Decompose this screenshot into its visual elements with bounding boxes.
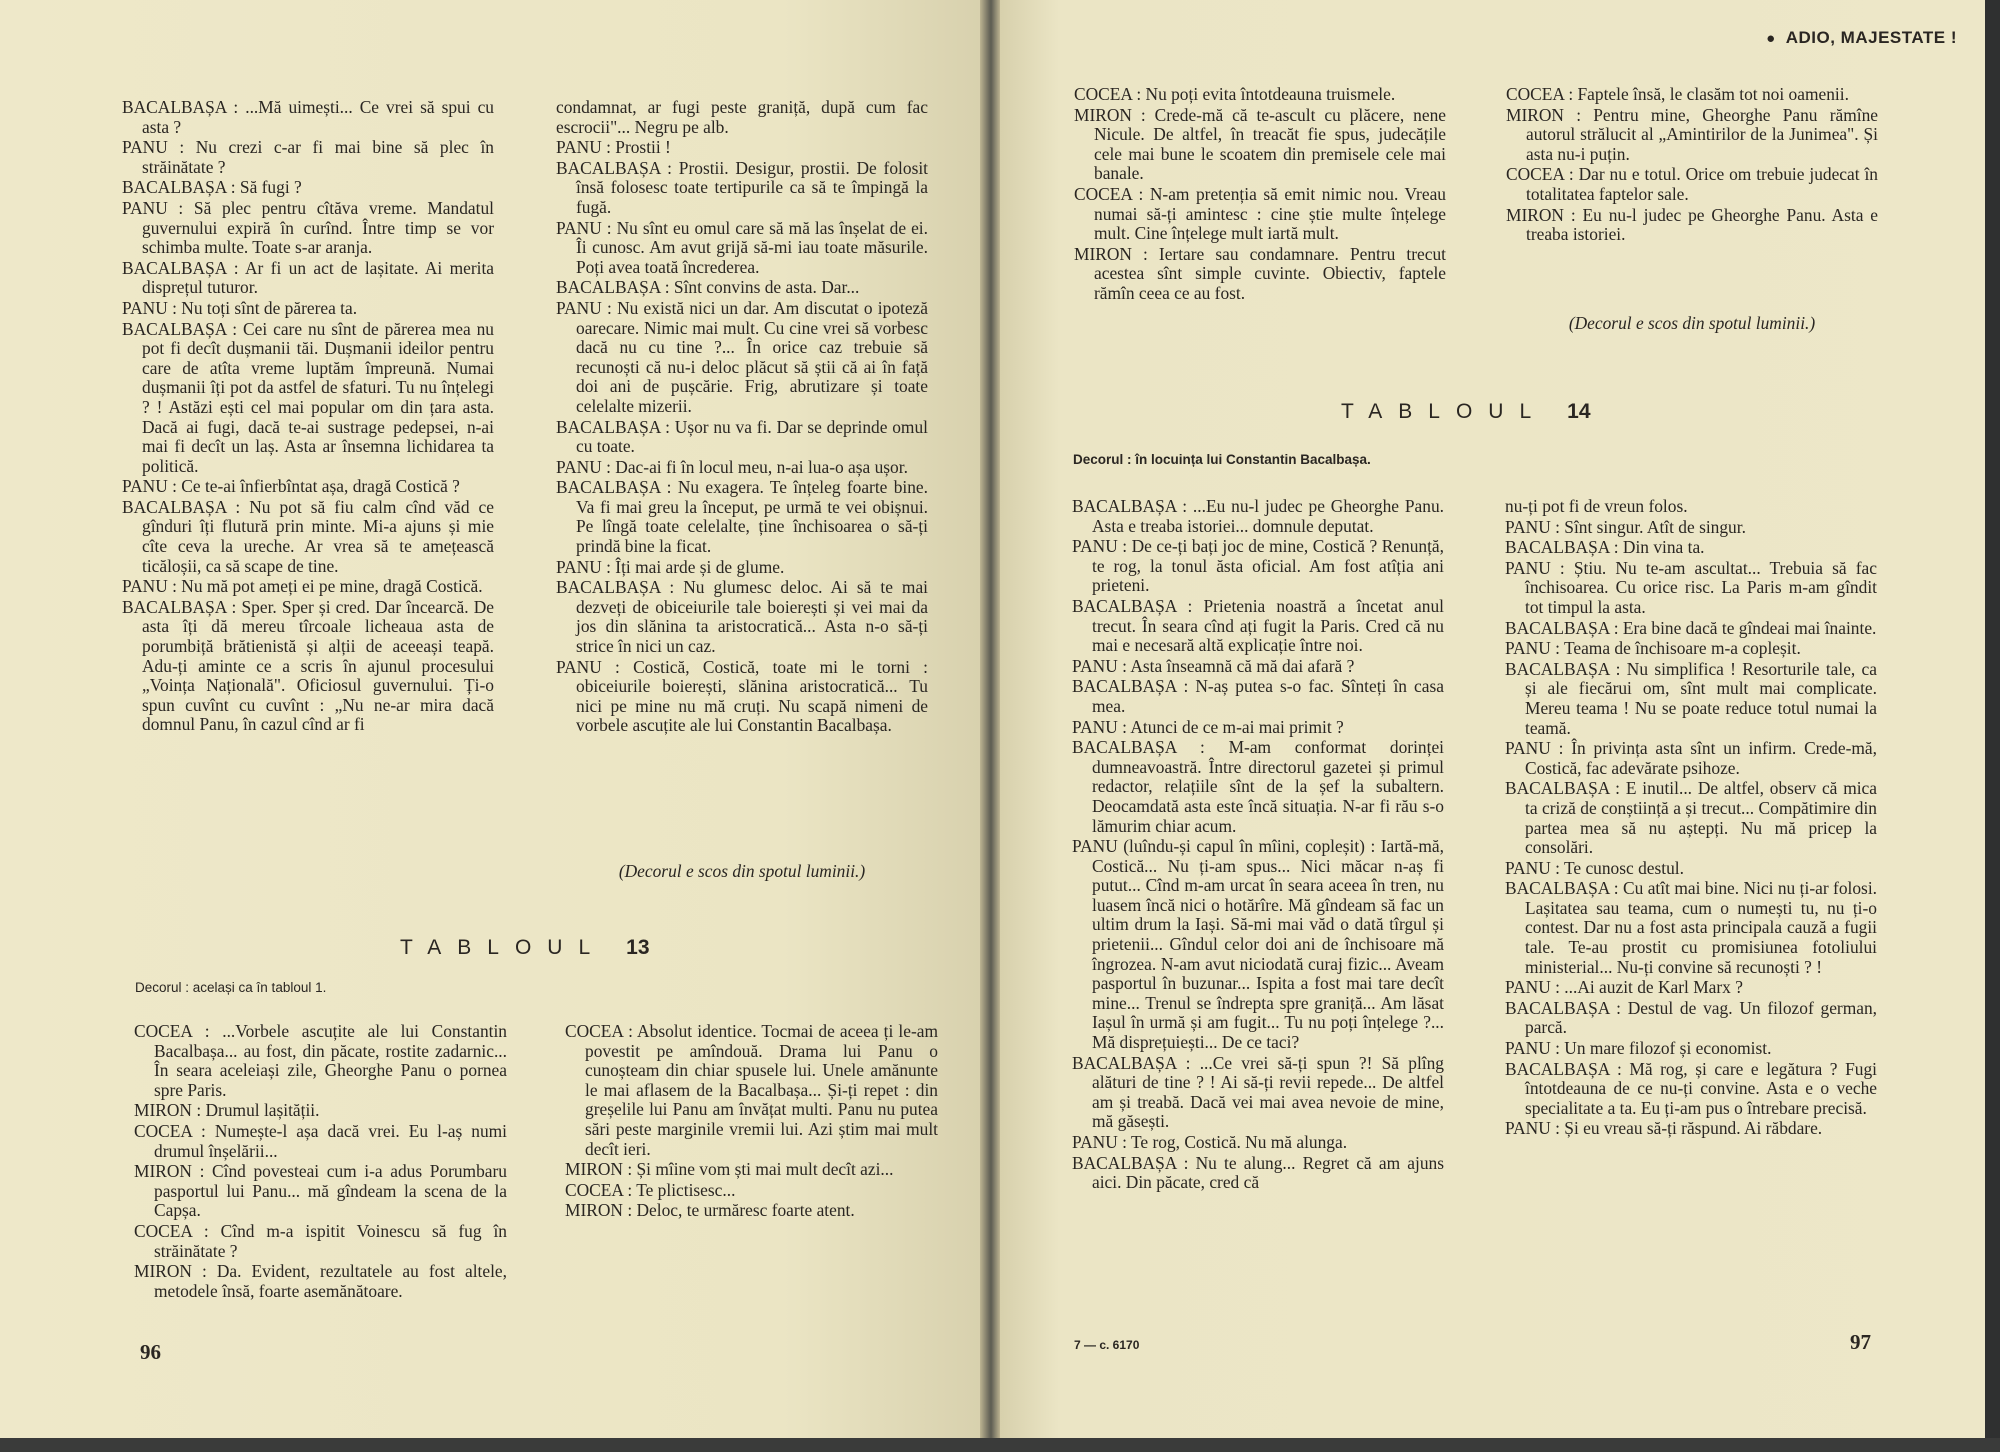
dialogue-line: MIRON : Iertare sau condamnare. Pentru trecut acestea sînt simple cuvinte. Obiectiv, faptele rămîn ceea ce au fost. — [1074, 243, 1446, 303]
tablou-number: 13 — [626, 936, 650, 959]
right-column-2 — [1506, 85, 1878, 245]
dialogue-line: MIRON : Și mîine vom ști mai mult decît azi... — [565, 1159, 894, 1180]
dialogue-line: MIRON : Drumul lașității. — [134, 1100, 320, 1121]
dialogue-line: MIRON : Pentru mine, Gheorghe Panu rămîne autorul strălucit al „Amintirilor de la Junimea". Și asta nu-i puțin. — [1506, 104, 1878, 164]
dialogue-line: BACALBAȘA : N-aș putea s-o fac. Sînteți în casa mea. — [1072, 676, 1444, 716]
right-column-3 — [1072, 497, 1444, 1193]
right-column-4 — [1505, 497, 1877, 1139]
dialogue-line: PANU : Asta înseamnă că mă dai afară ? — [1072, 655, 1355, 676]
right-column-1 — [1074, 85, 1446, 304]
dialogue-line: BACALBAȘA : Să fugi ? — [122, 177, 302, 198]
page-number-left: 96 — [140, 1340, 161, 1364]
tablou-14-heading — [1341, 400, 1591, 424]
dialogue-line: PANU : Costică, Costică, toate mi le torni : obiceiurile boierești, slănina aristocratică... Tu nici pe mine nu mă cruți. Nu scapă nimeni de vorbele ascuțite ale lui Constantin Bacalbașa. — [556, 656, 928, 736]
dialogue-line: BACALBAȘA : Era bine dacă te gîndeai mai înainte. — [1505, 617, 1877, 638]
page-number-right: 97 — [1850, 1330, 1871, 1354]
dialogue-line: COCEA : Faptele însă, le clasăm tot noi oamenii. — [1506, 84, 1849, 104]
dialogue-line: PANU : Sînt singur. Atît de singur. — [1505, 516, 1746, 537]
running-head — [1766, 28, 1957, 48]
dialogue-line: PANU : Nu toți sînt de părerea ta. — [122, 297, 358, 318]
dialogue-line: PANU : Te cunosc destul. — [1505, 857, 1684, 878]
dialogue-line: COCEA : Nu poți evita întotdeauna truismele. — [1074, 84, 1396, 104]
dialogue-line: PANU (luîndu-și capul în mîini, copleșit) : Iartă-mă, Costică... Nu ți-am spus... Nici măcar n-aș fi putut... Cînd m-am urcat în seara aceea în tren, nu luasem încă nici o hotărîre. Mă gîndeam să fac un ultim drum la Iași. Să-mi mai văd o dată tîrgul și prietenii... Gîndul celor doi ani de închisoare mă îngrozea. N-am avut niciodată curaj fizic... Aveam pasportul în buzunar... Ispita a fost mai tare decît mine... Trenul se îndrepta spre graniță... Am lăsat Iașul în urmă și am fugit... Tu nu poți înțelege ?... Mă disprețuiești... De ce taci? — [1072, 836, 1444, 1053]
dialogue-line: MIRON : Eu nu-l judec pe Gheorghe Panu. Asta e treaba istoriei. — [1506, 204, 1878, 245]
book-gutter — [980, 0, 1000, 1452]
dialogue-line: BACALBAȘA : ...Mă uimești... Ce vrei să spui cu asta ? — [122, 97, 494, 137]
left-column-3 — [134, 1022, 507, 1301]
decor-14: Decorul : în locuința lui Constantin Bacalbașa. — [1073, 452, 1371, 467]
dialogue-line: BACALBAȘA : Ar fi un act de lașitate. Ai merita disprețul tuturor. — [122, 257, 494, 298]
tablou-number: 14 — [1567, 400, 1591, 423]
dialogue-line: MIRON : Deloc, te urmăresc foarte atent. — [565, 1200, 855, 1221]
dialogue-line: PANU : Nu există nici un dar. Am discutat o ipoteză oarecare. Nimic mai mult. Cu cine vrei să vorbesc dacă nu cu tine ?... În orice caz trebuie să recunoști că nu-i deloc plăcut să știi că ai în față doi ani de pușcărie. Frig, abrutizare și toate celelalte mizerii. — [556, 297, 928, 416]
dialogue-line: COCEA : Numește-l așa dacă vrei. Eu l-aș numi drumul înșelării... — [134, 1120, 507, 1161]
left-column-4 — [565, 1022, 938, 1221]
dialogue-line: BACALBAȘA : Nu pot să fiu calm cînd văd ce gînduri îți flutură prin minte. Mi-a ajuns și mie cîte ceva la ureche. Ar vrea să te amețească ticăloșii, ca să scape de tine. — [122, 496, 494, 576]
dialogue-line: BACALBAȘA : Mă rog, și care e legătura ? Fugi întotdeauna de ce nu-ți convine. Asta e o veche specialitate a ta. Eu ți-am pus o întrebare precisă. — [1505, 1058, 1877, 1118]
dialogue-line: BACALBAȘA : Nu simplifica ! Resorturile tale, ca și ale fiecărui om, sînt mult mai complicate. Mereu teama ! Nu se poate reduce totul numai la teamă. — [1505, 658, 1877, 738]
dialogue-line: BACALBAȘA : M-am conformat dorinței dumneavoastră. Între directorul gazetei și primul redactor, relațiile sînt de la șef la subaltern. Deocamdată asta este încă situația. N-ar fi rău s-o lămurim chiar acum. — [1072, 737, 1444, 836]
dialogue-line: BACALBAȘA : Sînt convins de asta. Dar... — [556, 277, 860, 298]
tablou-13-heading — [400, 936, 650, 960]
dialogue-line: PANU : Un mare filozof și economist. — [1505, 1038, 1772, 1059]
dialogue-line: condamnat, ar fugi peste graniță, după cum fac escrocii"... Negru pe alb. — [556, 97, 928, 137]
tablou-word: TABLOUL — [1341, 400, 1548, 423]
dialogue-line: BACALBAȘA : Din vina ta. — [1505, 537, 1705, 558]
dialogue-line: COCEA : Dar nu e totul. Orice om trebuie judecat în totalitatea faptelor sale. — [1506, 164, 1878, 204]
dialogue-line: PANU : Nu mă pot ameți ei pe mine, dragă Costică. — [122, 576, 483, 597]
right-page — [1000, 0, 1985, 1452]
dialogue-line: BACALBAȘA : Ușor nu va fi. Dar se deprinde omul cu toate. — [556, 416, 928, 457]
dialogue-line: MIRON : Cînd povesteai cum i-a adus Porumbaru pasportul lui Panu... mă gîndeam la scena de la Capșa. — [134, 1161, 507, 1221]
dialogue-line: MIRON : Da. Evident, rezultatele au fost altele, metodele însă, foarte asemănătoare. — [134, 1261, 507, 1301]
left-column-1 — [122, 98, 494, 735]
bullet-icon: ● — [1766, 30, 1776, 47]
left-page — [0, 0, 980, 1452]
dialogue-line: COCEA : Absolut identice. Tocmai de aceea ți le-am povestit pe amîndouă. Drama lui Panu o cunoșteam din chiar spusele lui. Unele amănunte le mai aflasem de la Bacalbașa... Și-ți repet : din greșelile lui Panu am învățat multi. Panu nu putea sări peste marginile vremii lui. Azi știm mai mult decît ieri. — [565, 1021, 938, 1159]
stage-direction-right: (Decorul e scos din spotul luminii.) — [1568, 313, 1816, 333]
dialogue-line: BACALBAȘA : Prietenia noastră a încetat anul trecut. În seara cînd ați fugit la Paris. Cred că nu mai e necesară altă explicație între noi. — [1072, 595, 1444, 656]
dialogue-line: BACALBAȘA : ...Eu nu-l judec pe Gheorghe Panu. Asta e treaba istoriei... domnule deputat. — [1072, 496, 1444, 536]
dialogue-line: PANU : Să plec pentru cîtăva vreme. Mandatul guvernului expiră în curînd. Între timp se vor schimba multe. Toate s-ar aranja. — [122, 197, 494, 258]
dialogue-line: PANU : ...Ai auzit de Karl Marx ? — [1505, 977, 1743, 998]
dialogue-line: PANU : Dac-ai fi în locul meu, n-ai lua-o așa ușor. — [556, 456, 908, 477]
printer-signature: 7 — c. 6170 — [1074, 1338, 1140, 1352]
dialogue-line: BACALBAȘA : E inutil... De altfel, observ că mica ta criză de conștiință a și trecut... Compătimire din partea mea să nu aștepți. Nu mă pricep la consolări. — [1505, 778, 1877, 858]
dialogue-line: PANU : Teama de închisoare m-a copleșit. — [1505, 638, 1801, 659]
decor-13: Decorul : același ca în tabloul 1. — [135, 980, 327, 995]
dialogue-line: PANU : Ce te-ai înfierbîntat așa, dragă Costică ? — [122, 476, 460, 497]
dialogue-line: BACALBAȘA : Sper. Sper și cred. Dar încearcă. De asta îți dă mereu tîrcoale licheaua asta de porumbiță brătienistă și alții de aceeași teapă. Adu-ți aminte ce a scris în ajunul procesului „Voința Națională". Oficiosul guvernului. Ți-o spun cuvînt cu cuvînt : „Nu ne-ar mira dacă domnul Panu, în cazul cînd ar fi — [122, 596, 494, 735]
dialogue-line: MIRON : Crede-mă că te-ascult cu plăcere, nene Nicule. De altfel, în treacăt fie spus, judecățile cele mai bune le scoatem din premisele cele mai banale. — [1074, 104, 1446, 184]
running-head-text: ADIO, MAJESTATE ! — [1785, 28, 1957, 47]
dialogue-line: PANU : Nu sînt eu omul care să mă las înșelat de ei. Îi cunosc. Am avut grijă să-mi iau toate măsurile. Poți avea toată încrederea. — [556, 217, 928, 277]
dialogue-line: PANU : De ce-ți bați joc de mine, Costică ? Renunță, te rog, la tonul ăsta oficial. Am fost atîția ani prieteni. — [1072, 536, 1444, 596]
dialogue-line: PANU : Și eu vreau să-ți răspund. Ai răbdare. — [1505, 1118, 1823, 1139]
dialogue-line: PANU : Te rog, Costică. Nu mă alunga. — [1072, 1132, 1348, 1152]
dialogue-line: BACALBAȘA : Cu atît mai bine. Nici nu ți-ar folosi. Lașitatea sau teama, cum o numești tu, nu ți-o contest. Dar nu a fost asta principala cauză a fugii tale. Te-au prostit cu promisiunea fotoliului ministerial... Nu-ți convine să recunoști ? ! — [1505, 878, 1877, 977]
dialogue-line: BACALBAȘA : Nu te alung... Regret că am ajuns aici. Din păcate, cred că — [1072, 1152, 1444, 1193]
dialogue-line: COCEA : ...Vorbele ascuțite ale lui Constantin Bacalbașa... au fost, din păcate, rostite zadarnic... În seara aceleiași zile, Gheorghe Panu o pornea spre Paris. — [134, 1021, 507, 1100]
dialogue-line: BACALBAȘA : Destul de vag. Un filozof german, parcă. — [1505, 997, 1877, 1038]
dialogue-line: BACALBAȘA : Cei care nu sînt de părerea mea nu pot fi decît dușmanii tăi. Dușmanii ideilor pentru care de atîta vreme luptăm împreună. Numai dușmanii îți pot da astfel de sfaturi. Tu nu înțelegi ? ! Astăzi ești cel mai popular om din țara asta. Dacă ai fugi, dacă te-ai sustrage pedepsei, n-ai mai fi decît un laș. Asta ar însemna lichidarea ta politică. — [122, 318, 494, 476]
dialogue-line: PANU : Nu crezi c-ar fi mai bine să plec în străinătate ? — [122, 137, 494, 177]
dialogue-line: COCEA : N-am pretenția să emit nimic nou. Vreau numai să-ți amintesc : cine știe multe înțelege mult. Cine înțelege mult iartă mult. — [1074, 183, 1446, 244]
dialogue-line: BACALBAȘA : Nu exagera. Te înțeleg foarte bine. Va fi mai greu la început, pe urmă te vei obișnui. Pe lîngă toate celelalte, ține închisoarea o să-ți prindă bine la ficat. — [556, 477, 928, 557]
book-edge — [0, 1438, 2000, 1452]
left-column-2 — [556, 98, 928, 736]
dialogue-line: COCEA : Te plictisesc... — [565, 1179, 736, 1200]
dialogue-line: PANU : Prostii ! — [556, 137, 671, 158]
dialogue-line: nu-ți pot fi de vreun folos. — [1505, 496, 1688, 516]
dialogue-line: BACALBAȘA : Prostii. Desigur, prostii. De folosit însă folosesc toate tertipurile ca să te împingă la fugă. — [556, 157, 928, 217]
dialogue-line: PANU : Îți mai arde și de glume. — [556, 556, 785, 577]
tablou-word: TABLOUL — [400, 936, 607, 959]
dialogue-line: PANU : Atunci de ce m-ai mai primit ? — [1072, 716, 1344, 737]
dialogue-line: BACALBAȘA : Nu glumesc deloc. Ai să te mai dezveți de obiceiurile tale boierești și vei mai da jos din slănina ta aristocratică... Asta n-o să-ți strice în nici un caz. — [556, 577, 928, 657]
dialogue-line: BACALBAȘA : ...Ce vrei să-ți spun ?! Să plîng alături de tine ? ! Ai să-ți revii repede... De altfel am și treabă. Dacă vei mai avea nevoie de mine, mă găsești. — [1072, 1052, 1444, 1132]
dialogue-line: PANU : Știu. Nu te-am ascultat... Trebuia să fac închisoarea. Cu orice risc. La Paris m-am gîndit tot timpul la asta. — [1505, 557, 1877, 617]
stage-direction-left: (Decorul e scos din spotul luminii.) — [618, 861, 866, 881]
dialogue-line: PANU : În privința asta sînt un infirm. Crede-mă, Costică, fac adevărate psihoze. — [1505, 738, 1877, 778]
dialogue-line: COCEA : Cînd m-a ispitit Voinescu să fug în străinătate ? — [134, 1220, 507, 1261]
